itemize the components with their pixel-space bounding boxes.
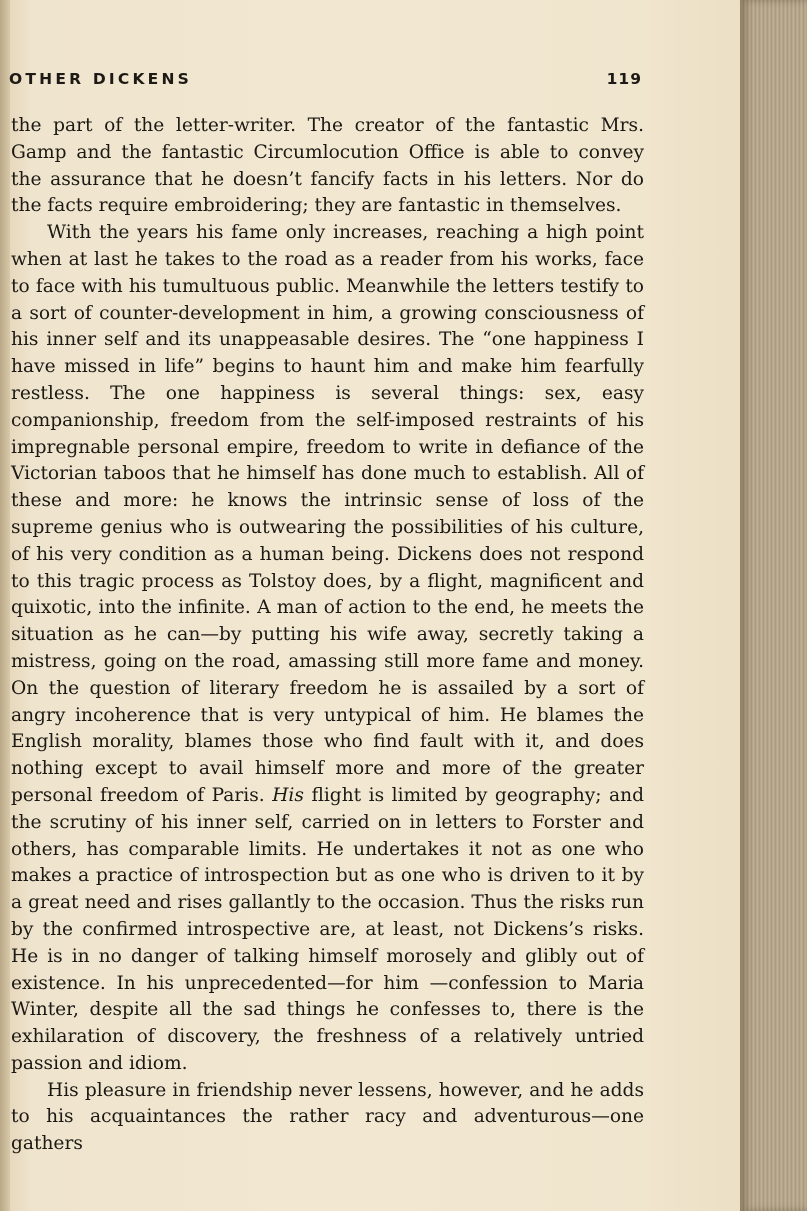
page-edges-stack	[740, 0, 807, 1211]
running-head-title: OTHER DICKENS	[9, 70, 192, 88]
paragraph-2-emphasis: His	[272, 784, 304, 806]
page-number: 119	[606, 70, 642, 88]
body-text	[11, 113, 644, 1158]
running-head	[9, 70, 642, 94]
book-spine-shadow	[0, 0, 10, 1211]
paragraph-3: His pleasure in friendship never lessens, however, and he adds to his acquaintances the rather racy and adventurous—one gathers	[11, 1079, 644, 1155]
paragraph-1: the part of the letter-writer. The creator of the fantastic Mrs. Gamp and the fantastic Circumlocution Office is able to convey the assurance that he doesn’t fancify facts in his letters. Nor do the facts require embroidering; they are fantastic in themselves.	[11, 115, 644, 217]
paragraph-2-text-after: flight is limited by geography; and the scrutiny of his inner self, carried on in letters to Forster and others, has comparable limits. He undertakes it not as one who makes a practice of introspection but as one who is driven to it by a great need and rises gallantly to the occasion. Thus the risks run by the confirmed introspective are, at least, not Dickens’s risks. He is in no danger of talking himself morosely and glibly out of existence. In his unprecedented—for him —confession to Maria Winter, despite all the sad things he confesses to, there is the exhilaration of discovery, the freshness of a relatively untried passion and idiom.	[11, 784, 644, 1074]
paragraph-2-text: With the years his fame only increases, reaching a high point when at last he takes to the road as a reader from his works, face to face with his tumultuous public. Meanwhile the letters testify to a sort of counter-development in him, a growing consciousness of his inner self and its unappeasable desires. The “one happiness I have missed in life” begins to haunt him and make him fearfully restless. The one happiness is several things: sex, easy companionship, freedom from the self-imposed restraints of his impregnable personal empire, freedom to write in defiance of the Victorian taboos that he himself has done much to establish. All of these and more: he knows the intrinsic sense of loss of the supreme genius who is outwearing the possibilities of his culture, of his very condition as a human being. Dickens does not respond to this tragic process as Tolstoy does, by a flight, magnificent and quixotic, into the infinite. A man of action to the end, he meets the situation as he can—by putting his wife away, secretly taking a mistress, going on the road, amassing still more fame and money. On the question of literary freedom he is assailed by a sort of angry incoherence that is very untypical of him. He blames the English morality, blames those who find fault with it, and does nothing except to avail himself more and more of the greater personal freedom of Paris.	[11, 222, 644, 806]
paragraph-2	[11, 220, 644, 1078]
